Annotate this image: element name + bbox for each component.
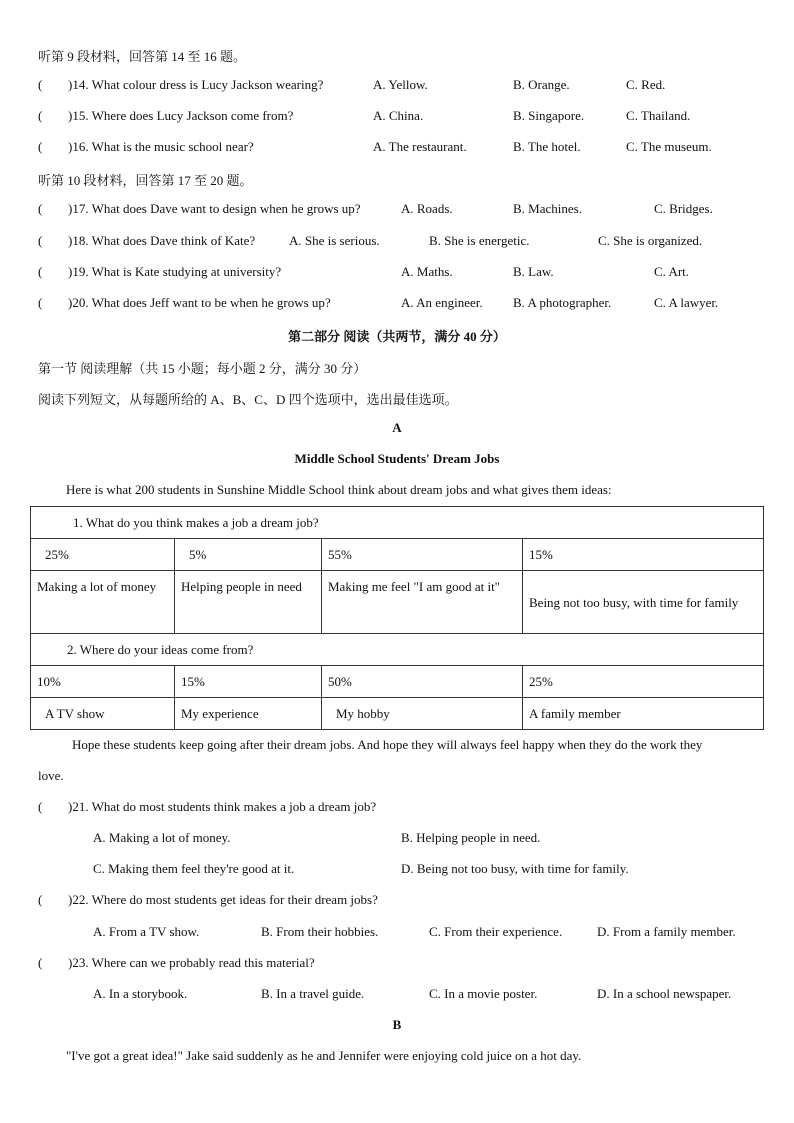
option-c[interactable]: C. Thailand.	[626, 108, 691, 123]
question-stem: )18. What does Dave think of Kate?	[68, 233, 256, 248]
table-row	[31, 666, 764, 698]
question-stem: )23. Where can we probably read this material?	[68, 955, 315, 970]
answer-paren[interactable]: (	[38, 233, 43, 248]
table-row	[31, 634, 764, 666]
option-a[interactable]: A. Maths.	[401, 264, 453, 279]
question-stem: )19. What is Kate studying at university?	[68, 264, 282, 279]
option-a[interactable]: A. She is serious.	[289, 233, 380, 248]
reading-instruction: 阅读下列短文，从每题所给的 A、B、C、D 四个选项中，选出最佳选项。	[38, 392, 458, 407]
table-row	[31, 507, 764, 539]
answer-paren[interactable]: (	[38, 799, 43, 814]
passage-a-label: A	[392, 420, 402, 435]
option-c[interactable]: C. In a movie poster.	[429, 986, 538, 1001]
part-title: 第二部分 阅读（共两节，满分 40 分）	[288, 329, 506, 344]
option-c[interactable]: C. She is organized.	[598, 233, 703, 248]
question-stem: )14. What colour dress is Lucy Jackson wearing?	[68, 77, 324, 92]
section9-instruction: 听第 9 段材料，回答第 14 至 16 题。	[38, 49, 247, 64]
answer-cell: Helping people in need	[175, 571, 322, 634]
answer-paren[interactable]: (	[38, 295, 43, 310]
answer-cell: Being not too busy, with time for family	[523, 571, 764, 634]
percent-cell: 25%	[31, 539, 175, 571]
table-row	[31, 539, 764, 571]
answer-paren[interactable]: (	[38, 108, 43, 123]
answer-cell: Making me feel "I am good at it"	[322, 571, 523, 634]
answer-paren[interactable]: (	[38, 77, 43, 92]
option-a[interactable]: A. From a TV show.	[93, 924, 200, 939]
option-c[interactable]: C. The museum.	[626, 139, 712, 154]
option-b[interactable]: B. From their hobbies.	[261, 924, 379, 939]
question-stem: )22. Where do most students get ideas for their dream jobs?	[68, 892, 378, 907]
closing-line-1: Hope these students keep going after their dream jobs. And hope they will always feel happy when they do the work they	[72, 737, 703, 752]
option-c[interactable]: C. Art.	[654, 264, 690, 279]
question-stem: )15. Where does Lucy Jackson come from?	[68, 108, 294, 123]
option-c[interactable]: C. Red.	[626, 77, 666, 92]
survey-question-1: 1. What do you think makes a job a dream job?	[31, 507, 764, 539]
percent-cell: 15%	[175, 666, 322, 698]
option-b[interactable]: B. Machines.	[513, 201, 582, 216]
option-b[interactable]: B. In a travel guide.	[261, 986, 365, 1001]
answer-paren[interactable]: (	[38, 264, 43, 279]
passage-a-title: Middle School Students' Dream Jobs	[294, 451, 500, 466]
passage-b-first-line: "I've got a great idea!" Jake said suddenly as he and Jennifer were enjoying cold juice on a hot day.	[66, 1048, 582, 1063]
answer-paren[interactable]: (	[38, 139, 43, 154]
percent-cell: 50%	[322, 666, 523, 698]
table-row	[31, 571, 764, 634]
question-stem: )21. What do most students think makes a job a dream job?	[68, 799, 377, 814]
option-c[interactable]: C. A lawyer.	[654, 295, 719, 310]
option-c[interactable]: C. Bridges.	[654, 201, 713, 216]
option-a[interactable]: A. Yellow.	[373, 77, 428, 92]
option-c[interactable]: C. Making them feel they're good at it.	[93, 861, 295, 876]
passage-b-label: B	[392, 1017, 402, 1032]
answer-cell: My hobby	[322, 698, 523, 730]
answer-cell: A family member	[523, 698, 764, 730]
option-b[interactable]: B. She is energetic.	[429, 233, 530, 248]
table-row	[31, 698, 764, 730]
option-d[interactable]: D. From a family member.	[597, 924, 736, 939]
option-a[interactable]: A. An engineer.	[401, 295, 483, 310]
option-c[interactable]: C. From their experience.	[429, 924, 563, 939]
percent-cell: 15%	[523, 539, 764, 571]
section1-title: 第一节 阅读理解（共 15 小题；每小题 2 分，满分 30 分）	[38, 361, 367, 376]
question-stem: )20. What does Jeff want to be when he grows up?	[68, 295, 331, 310]
question-stem: )17. What does Dave want to design when he grows up?	[68, 201, 361, 216]
answer-paren[interactable]: (	[38, 892, 43, 907]
percent-cell: 25%	[523, 666, 764, 698]
option-b[interactable]: B. Singapore.	[513, 108, 585, 123]
section10-instruction: 听第 10 段材料，回答第 17 至 20 题。	[38, 173, 253, 188]
option-a[interactable]: A. Making a lot of money.	[93, 830, 231, 845]
percent-cell: 5%	[175, 539, 322, 571]
option-d[interactable]: D. In a school newspaper.	[597, 986, 732, 1001]
question-stem: )16. What is the music school near?	[68, 139, 254, 154]
answer-cell: A TV show	[31, 698, 175, 730]
option-b[interactable]: B. Helping people in need.	[401, 830, 541, 845]
option-b[interactable]: B. Law.	[513, 264, 554, 279]
survey-table	[30, 506, 764, 730]
answer-paren[interactable]: (	[38, 201, 43, 216]
percent-cell: 55%	[322, 539, 523, 571]
closing-line-2: love.	[38, 768, 64, 783]
survey-question-2: 2. Where do your ideas come from?	[31, 634, 764, 666]
option-b[interactable]: B. Orange.	[513, 77, 570, 92]
answer-paren[interactable]: (	[38, 955, 43, 970]
passage-a-intro: Here is what 200 students in Sunshine Middle School think about dream jobs and what gives them ideas:	[66, 482, 612, 497]
answer-cell: Making a lot of money	[31, 571, 175, 634]
option-a[interactable]: A. China.	[373, 108, 424, 123]
option-b[interactable]: B. The hotel.	[513, 139, 581, 154]
option-a[interactable]: A. In a storybook.	[93, 986, 188, 1001]
option-b[interactable]: B. A photographer.	[513, 295, 612, 310]
option-d[interactable]: D. Being not too busy, with time for family.	[401, 861, 629, 876]
option-a[interactable]: A. Roads.	[401, 201, 453, 216]
percent-cell: 10%	[31, 666, 175, 698]
answer-cell: My experience	[175, 698, 322, 730]
option-a[interactable]: A. The restaurant.	[373, 139, 467, 154]
